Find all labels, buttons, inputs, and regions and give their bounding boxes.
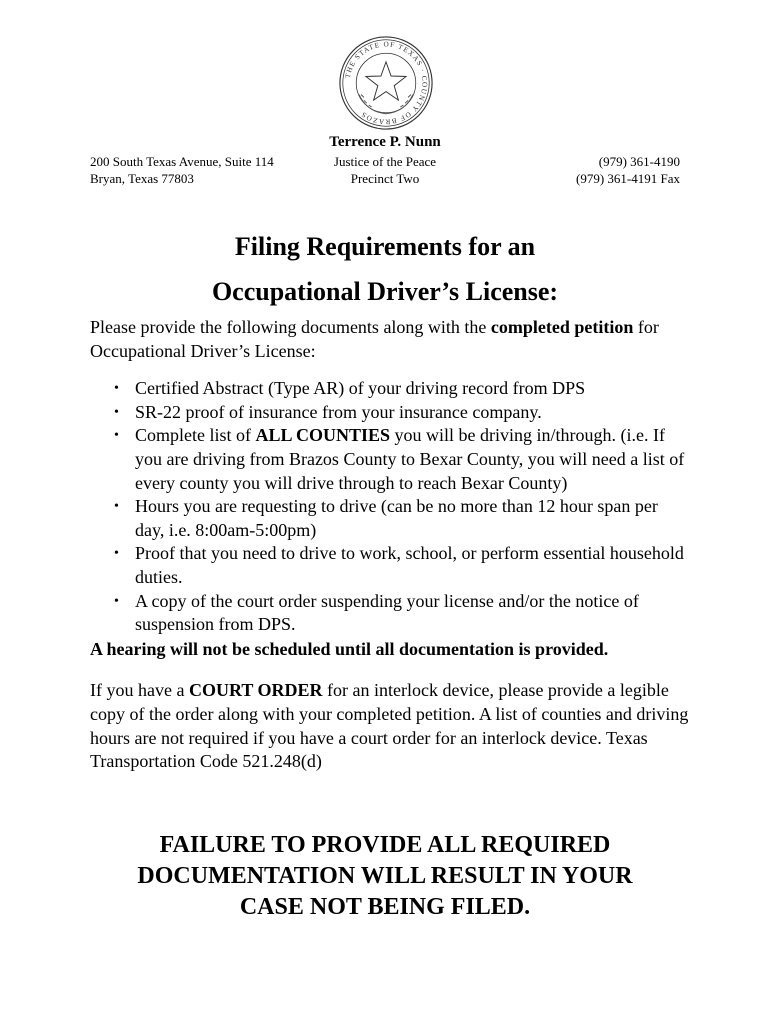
precinct: Precinct Two — [350, 171, 420, 186]
page-title — [0, 224, 770, 314]
title-line1: Filing Requirements for an — [234, 232, 536, 261]
interlock-text-end: for an interlock device, please provide a legible copy of the order along with your completed petition. A list of counties and driving hours are not required if you have a court order for an interlock device. Texas Transportation Code 521.248(d) — [90, 680, 689, 772]
bullet-icon: • — [114, 381, 119, 397]
address-line2: Bryan, Texas 77803 — [90, 171, 194, 186]
bullet-icon: • — [114, 499, 119, 515]
requirement-text: Complete list of — [135, 425, 256, 446]
requirement-text: A copy of the court order suspending your license and/or the notice of suspension from DPS. — [135, 590, 639, 635]
failure-line3: CASE NOT BEING FILED. — [239, 894, 531, 920]
document-body — [90, 316, 690, 774]
intro-emphasis: completed petition — [490, 317, 634, 337]
bullet-icon: • — [114, 593, 119, 609]
bullet-icon: • — [114, 404, 119, 420]
requirements-list — [90, 377, 690, 637]
requirement-text: Certified Abstract (Type AR) of your driving record from DPS — [135, 378, 586, 399]
bullet-icon: • — [114, 546, 119, 562]
seal-text: THE STATE OF TEXAS · COUNTY OF BRAZOS — [343, 40, 429, 126]
requirement-emphasis: ALL COUNTIES — [255, 425, 391, 446]
list-item — [114, 590, 690, 637]
failure-warning — [0, 830, 770, 923]
intro-text: Please provide the following documents along with the — [90, 317, 491, 337]
list-item — [114, 542, 690, 589]
fax-number: (979) 361-4191 Fax — [576, 171, 680, 186]
requirement-text: Proof that you need to drive to work, school, or perform essential household duties. — [135, 543, 684, 587]
interlock-text: If you have a — [90, 680, 189, 701]
list-item — [114, 495, 690, 542]
list-item — [114, 424, 690, 495]
judge-name: Terrence P. Nunn — [329, 134, 441, 150]
address-line1: 200 South Texas Avenue, Suite 114 — [90, 154, 274, 169]
title-line2: Occupational Driver’s License: — [211, 277, 559, 306]
list-item — [114, 377, 690, 401]
requirement-text-end: you will be driving in/through. (i.e. If you are driving from Brazos County to Bexar County, you will need a list of every county you will drive through to reach Bexar County) — [135, 425, 685, 493]
intro-paragraph — [90, 316, 690, 363]
hearing-notice: A hearing will not be scheduled until all documentation is provided. — [90, 638, 609, 659]
failure-line1: FAILURE TO PROVIDE ALL REQUIRED — [159, 832, 611, 858]
requirement-text: SR-22 proof of insurance from your insurance company. — [135, 401, 542, 422]
county-seal — [338, 35, 434, 131]
intro-text-end: for Occupational Driver’s License: — [90, 317, 659, 361]
interlock-emphasis: COURT ORDER — [188, 680, 323, 701]
requirement-text: Hours you are requesting to drive (can be no more than 12 hour span per day, i.e. 8:00am-5:00pm) — [135, 496, 658, 540]
bullet-icon: • — [114, 428, 119, 444]
list-item — [114, 401, 690, 425]
failure-line2: DOCUMENTATION WILL RESULT IN YOUR — [137, 863, 633, 889]
judge-title: Justice of the Peace — [333, 154, 437, 169]
interlock-paragraph — [90, 679, 690, 773]
phone-number: (979) 361-4190 — [598, 154, 680, 169]
